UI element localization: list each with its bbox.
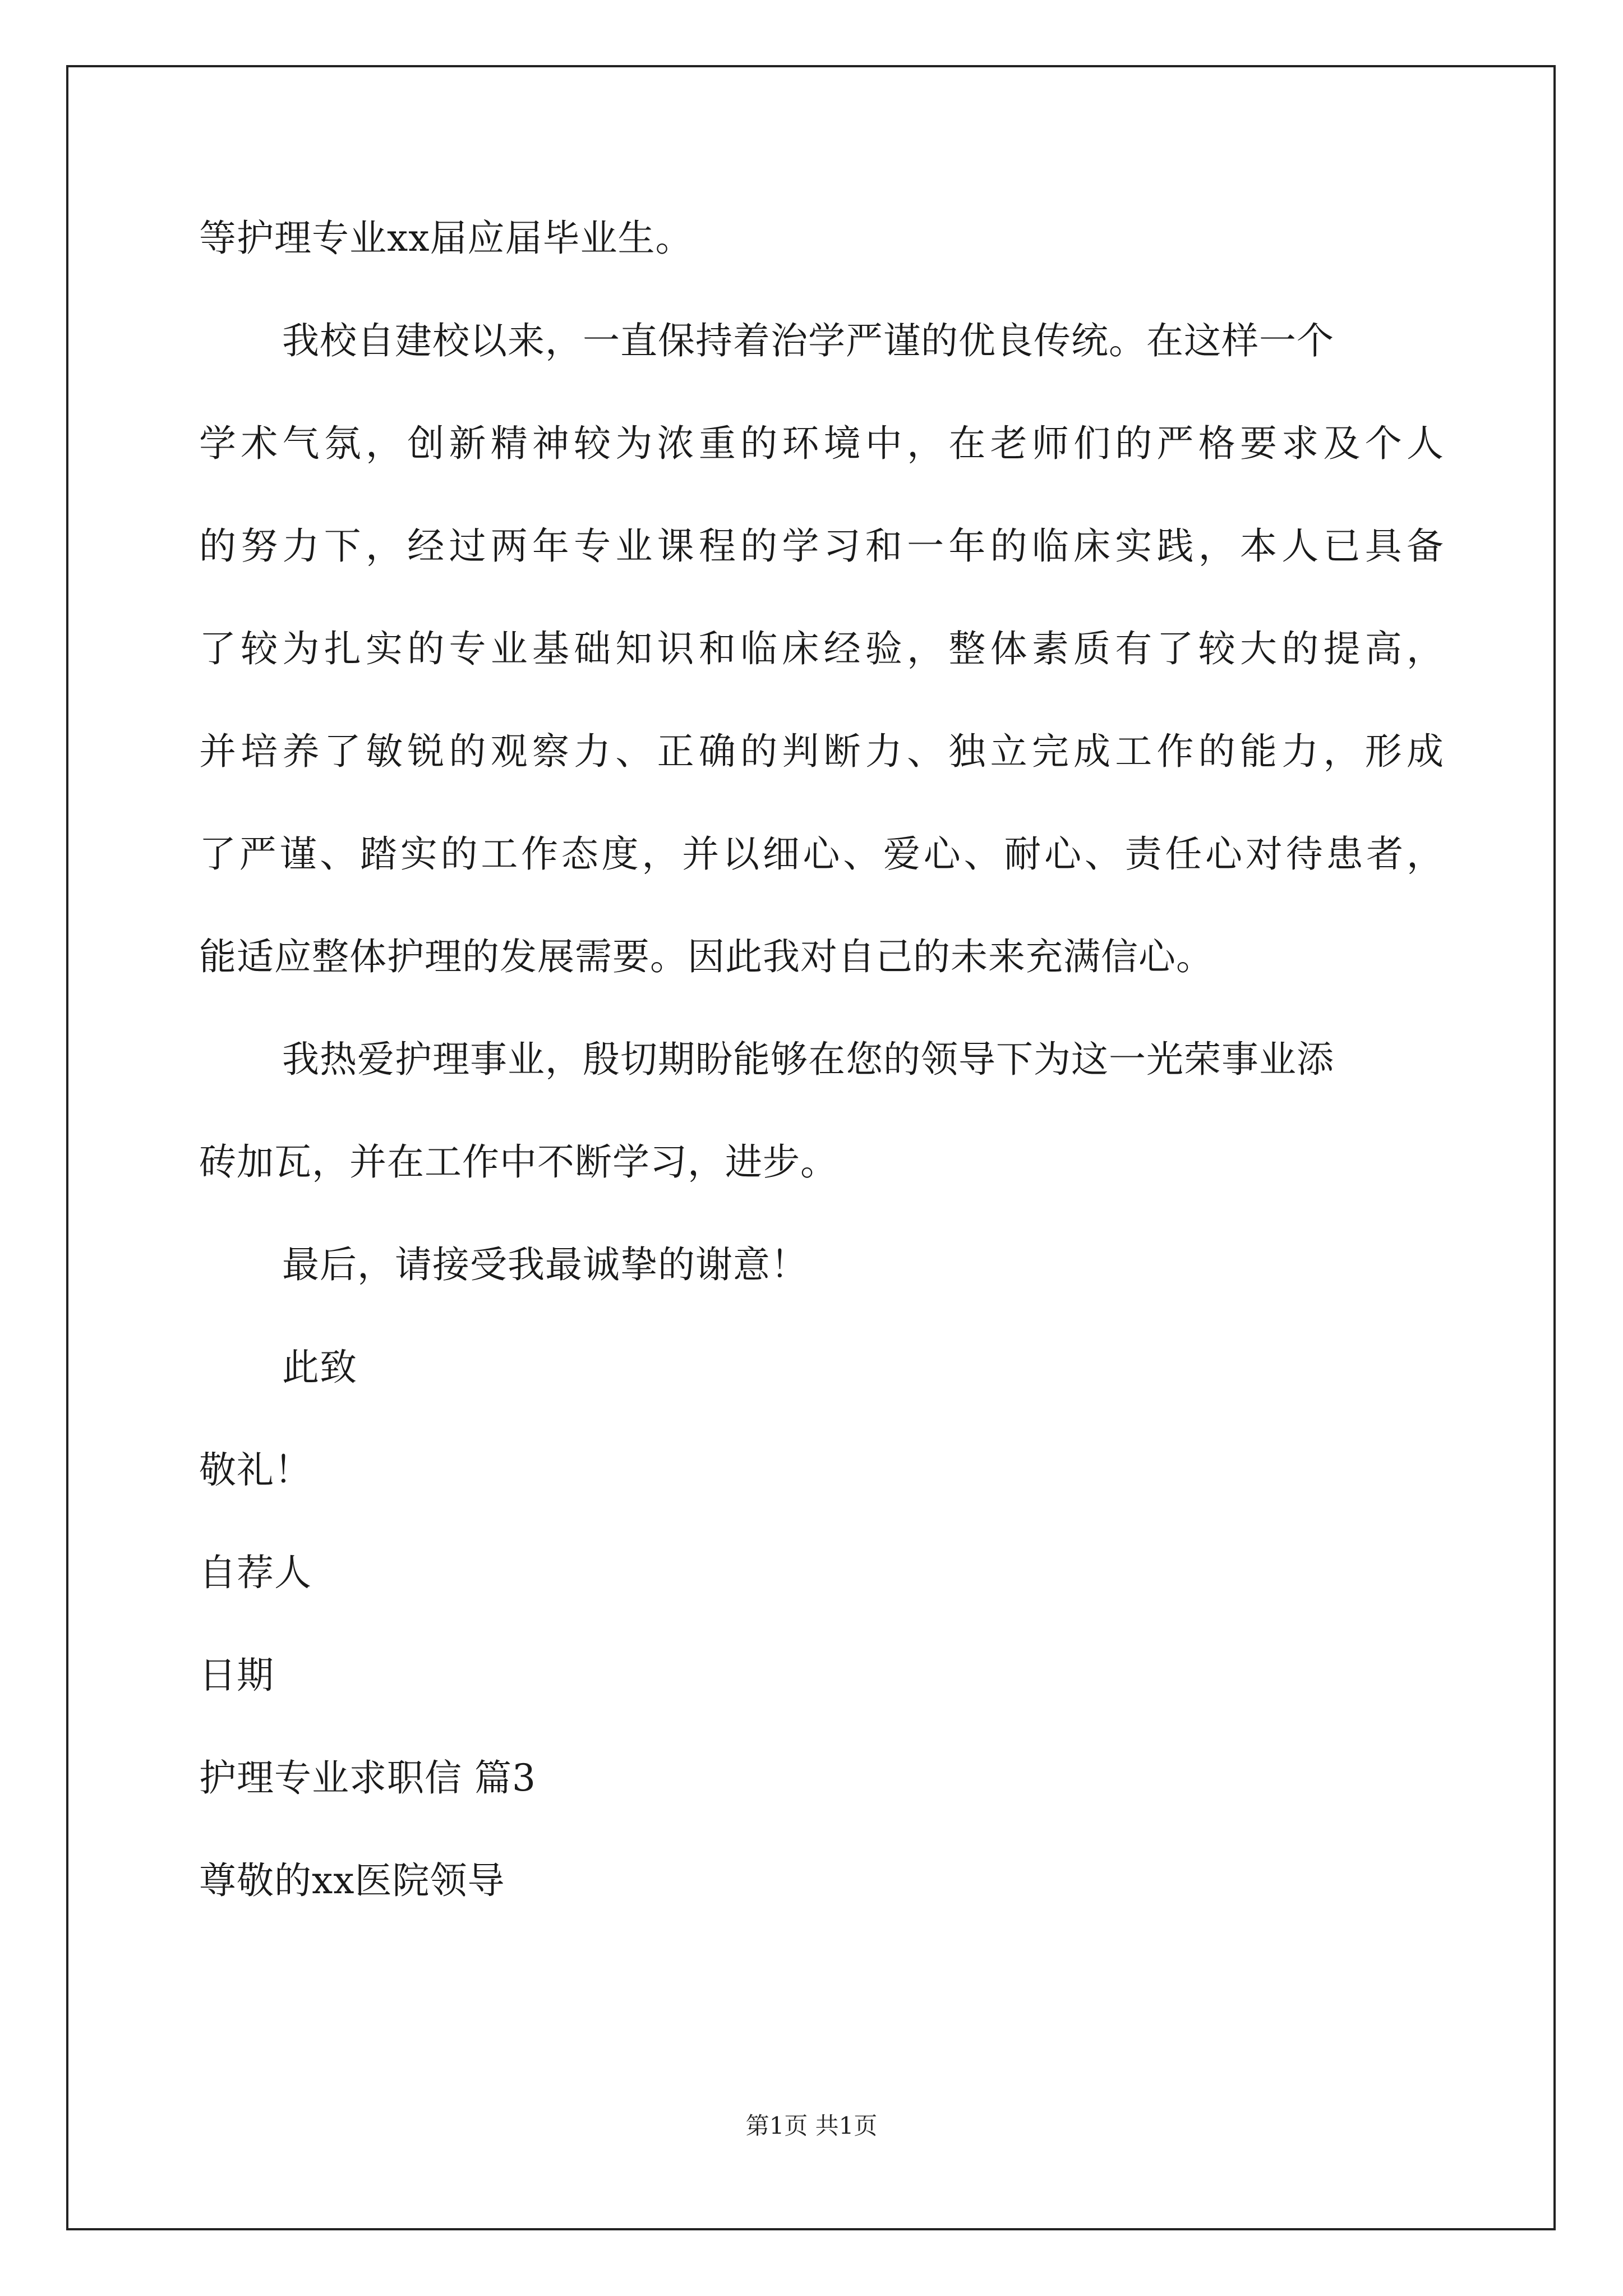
text-line: 学术气氛，创新精神较为浓重的环境中，在老师们的严格要求及个人 <box>199 422 1444 465</box>
text-line: 敬礼！ <box>199 1448 312 1492</box>
text-line: 的努力下，经过两年专业课程的学习和一年的临床实践，本人已具备 <box>199 524 1444 568</box>
page-number: 第1页 共1页 <box>745 2112 878 2139</box>
text-line: 等护理专业xx届应届毕业生。 <box>199 217 693 260</box>
section-heading: 护理专业求职信 篇3 <box>199 1756 536 1800</box>
text-line: 我热爱护理事业，殷切期盼能够在您的领导下为这一光荣事业添 <box>282 1038 1334 1081</box>
text-line: 并培养了敏锐的观察力、正确的判断力、独立完成工作的能力，形成 <box>199 730 1444 773</box>
text-line: 此致 <box>282 1346 357 1389</box>
text-line: 我校自建校以来，一直保持着治学严谨的优良传统。在这样一个 <box>282 319 1334 362</box>
text-line: 最后，请接受我最诚挚的谢意！ <box>282 1243 808 1286</box>
text-line: 能适应整体护理的发展需要。因此我对自己的未来充满信心。 <box>199 935 1214 978</box>
salutation: 尊敬的xx医院领导 <box>199 1859 505 1902</box>
text-line: 了较为扎实的专业基础知识和临床经验，整体素质有了较大的提高， <box>199 627 1444 670</box>
text-line: 砖加瓦，并在工作中不断学习，进步。 <box>199 1140 838 1184</box>
text-line: 了严谨、踏实的工作态度，并以细心、爱心、耐心、责任心对待患者， <box>199 832 1444 876</box>
text-line: 日期 <box>199 1654 274 1697</box>
text-line: 自荐人 <box>199 1551 312 1594</box>
